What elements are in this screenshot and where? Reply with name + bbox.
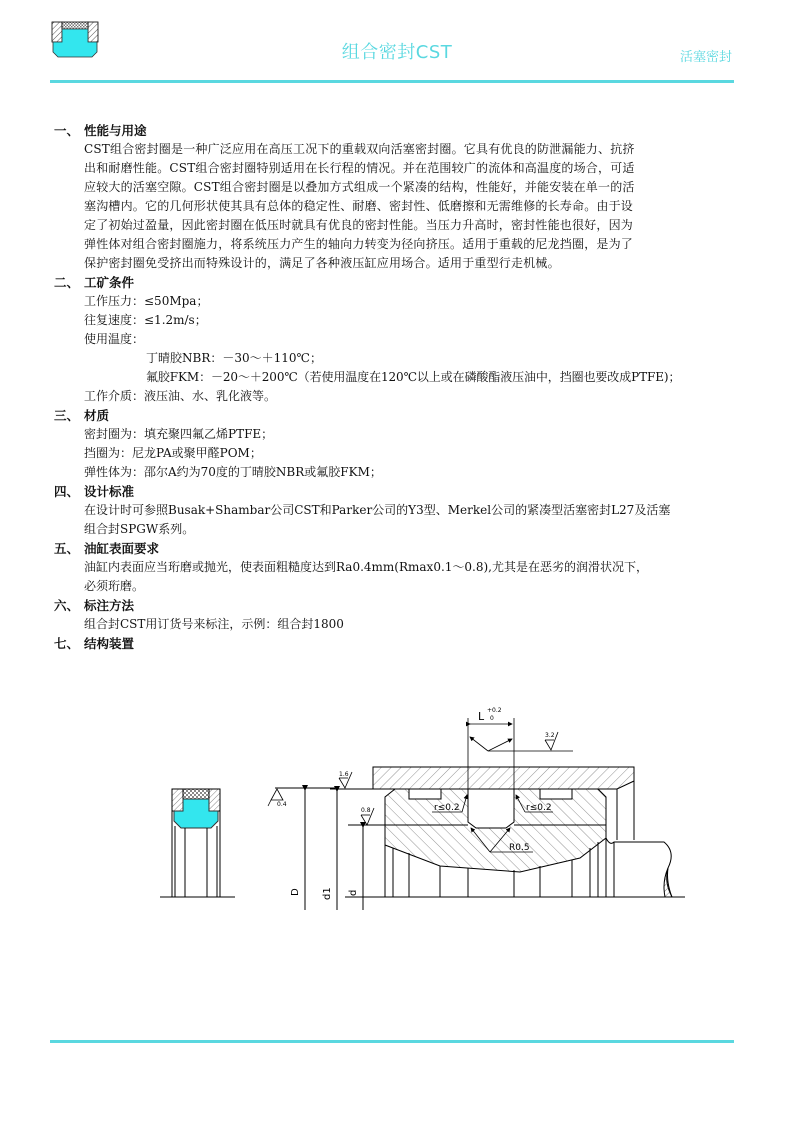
text-line: 油缸内表面应当珩磨或抛光，使表面粗糙度达到Ra0.4mm(Rmax0.1～0.8),尤其是在恶劣的润滑状况下， xyxy=(84,560,648,574)
tolerance-lower: 0 xyxy=(490,715,494,722)
text-line: CST组合密封圈是一种广泛应用在高压工况下的重载双向活塞密封圈。它具有优良的防泄漏能力、抗挤 xyxy=(84,142,635,156)
roughness-0-4-label: 0.4 xyxy=(277,801,287,808)
text-line: 在设计时可参照Busak+Shambar公司CST和Parker公司的Y3型、Merkel公司的紧凑型活塞密封L27及活塞 xyxy=(84,503,671,517)
installation-drawing xyxy=(150,690,690,930)
page-title: 组合密封CST xyxy=(341,42,453,63)
section-heading-usage xyxy=(54,121,744,140)
text-line: 应较大的活塞空隙。CST组合密封圈是以叠加方式组成一个紧凑的结构，性能好，并能安装在单一的活 xyxy=(84,180,635,194)
text-line: 塞沟槽内。它的几何形状使其具有总体的稳定性、耐磨、密封性、低磨擦和无需维修的长寿命。由于设 xyxy=(84,199,634,213)
section-title: 设计标准 xyxy=(84,484,135,499)
radius-left-label: r≤0.2 xyxy=(434,803,460,813)
section-title: 材质 xyxy=(84,408,110,423)
section-number: 三、 xyxy=(54,408,80,423)
section-number: 六、 xyxy=(54,598,80,613)
radius-right-label: r≤0.2 xyxy=(526,803,552,813)
working-medium: 工作介质：液压油、水、乳化液等。 xyxy=(84,389,277,403)
piston-body xyxy=(385,789,606,872)
section-heading-marking xyxy=(54,596,744,615)
text-line: 必须珩磨。 xyxy=(84,579,145,593)
section-number: 七、 xyxy=(54,636,80,651)
dimension-d1-label: d1 xyxy=(322,887,333,900)
radius-bottom-label: R0.5 xyxy=(509,843,530,853)
groove-width-label: L xyxy=(478,710,485,723)
temperature-nbr: 丁晴胶NBR：－30～＋110℃； xyxy=(146,351,322,365)
material-elastomer: 弹性体为：邵尔A约为70度的丁晴胶NBR或氟胶FKM； xyxy=(84,465,382,479)
section-number: 四、 xyxy=(54,484,80,499)
text-line: 保护密封圈免受挤出而特殊设计的，满足了各种液压缸应用场合。适用于重型行走机械。 xyxy=(84,256,560,270)
document-body xyxy=(54,121,744,653)
section-heading-surface xyxy=(54,539,744,558)
roughness-1-6-label: 1.6 xyxy=(339,771,349,778)
header-divider xyxy=(50,80,734,83)
text-line: 组合封SPGW系列。 xyxy=(84,522,195,536)
text-line: 弹性体对组合密封圈施力，将系统压力产生的轴向力转变为径向挤压。适用于重载的尼龙挡圈，是为了 xyxy=(84,237,634,251)
section-heading-materials xyxy=(54,406,744,425)
material-seal: 密封圈为：填充聚四氟乙烯PTFE； xyxy=(84,427,274,441)
material-backup-ring: 挡圈为：尼龙PA或聚甲醛POM； xyxy=(84,446,262,460)
temperature-label: 使用温度： xyxy=(84,332,145,346)
roughness-symbol-3-2 xyxy=(488,732,573,751)
text-line: 组合封CST用订货号来标注，示例：组合封1800 xyxy=(84,617,344,631)
section-heading-installation xyxy=(54,634,744,653)
section-number: 五、 xyxy=(54,541,80,556)
dimension-D-label: D xyxy=(290,888,301,896)
section-title: 工矿条件 xyxy=(84,275,135,290)
section-number: 二、 xyxy=(54,275,80,290)
reciprocating-speed: 往复速度：≤1.2m/s； xyxy=(84,313,207,327)
roughness-0-8-label: 0.8 xyxy=(361,807,371,814)
section-heading-conditions xyxy=(54,273,744,292)
text-line: 定了初始过盈量，因此密封圈在低压时就具有优良的密封性能。当压力升高时，密封性能也很好，因为 xyxy=(84,218,634,232)
tolerance-upper: +0.2 xyxy=(487,707,502,714)
footer-divider xyxy=(50,1040,734,1043)
section-title: 标注方法 xyxy=(84,598,135,613)
section-paragraph-usage xyxy=(54,140,744,273)
section-title: 结构装置 xyxy=(84,636,135,651)
text-line: 出和耐磨性能。CST组合密封圈特别适用在长行程的情况。并在范围较广的流体和高温度的场合，可适 xyxy=(84,161,635,175)
temperature-fkm: 氟胶FKM：－20～＋200℃（若使用温度在120℃以上或在磷酸酯液压油中，挡圈也要改成PTFE)； xyxy=(146,370,681,384)
section-title: 性能与用途 xyxy=(84,123,147,138)
section-number: 一、 xyxy=(54,123,80,138)
working-pressure: 工作压力：≤50Mpa； xyxy=(84,294,209,308)
seal-cross-section xyxy=(160,789,235,897)
roughness-3-2-label: 3.2 xyxy=(545,732,555,739)
category-label: 活塞密封 xyxy=(679,50,732,65)
section-heading-standards xyxy=(54,482,744,501)
section-title: 油缸表面要求 xyxy=(84,541,160,556)
dimension-d-label: d xyxy=(348,889,359,896)
